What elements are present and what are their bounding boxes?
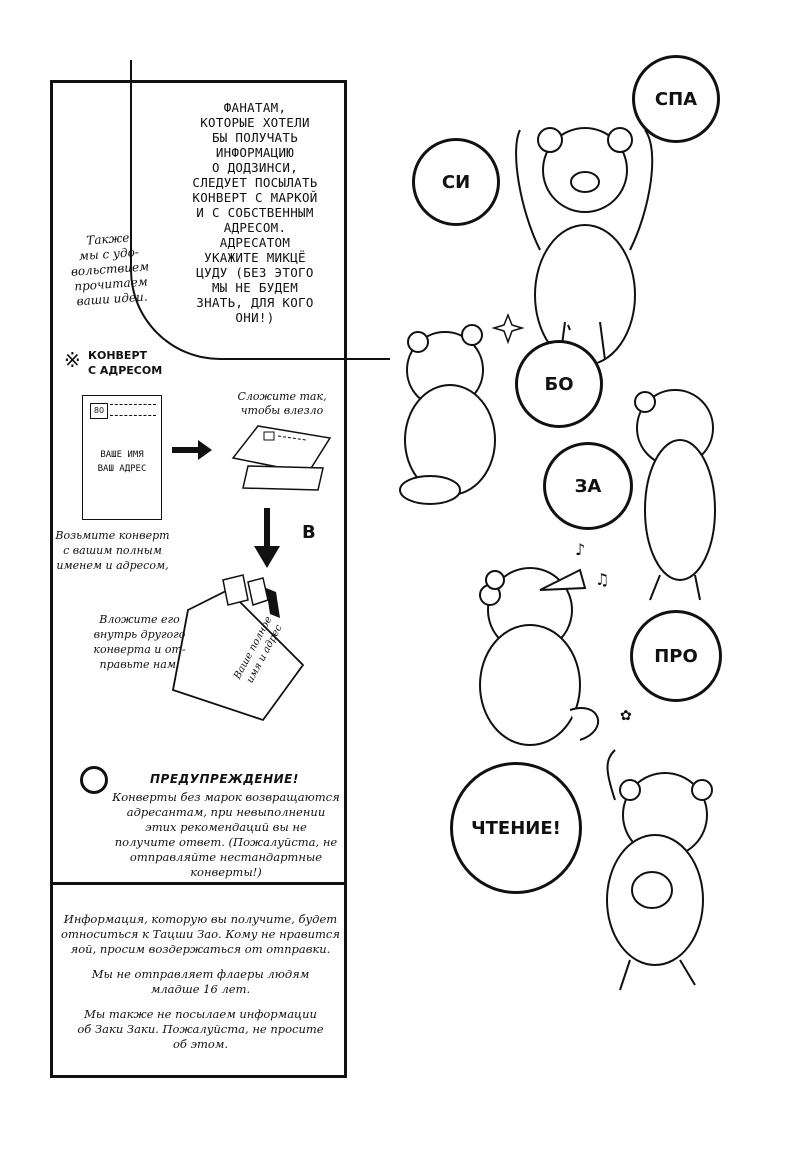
envelope-in-envelope-illustration: [168, 570, 308, 725]
speech-bubble: СПА: [632, 55, 720, 143]
step-label: В: [302, 522, 316, 543]
postmark-lines: [110, 404, 156, 416]
bear-with-basket: [607, 708, 712, 990]
panel-divider: [50, 882, 347, 885]
side-note: Также мы с удо- вольствием прочитаем ваши идеи.: [70, 230, 150, 309]
speech-bubble: ЧТЕНИЕ!: [450, 762, 582, 894]
bears-illustration: [390, 110, 800, 1010]
warning-circle-icon: [80, 766, 108, 794]
packet-address-text: Ваше полное имя и адрес: [232, 614, 285, 686]
take-envelope-caption: Возьмите конверт с вашим полным именем и адресом,: [55, 529, 170, 572]
folded-envelope-illustration: [228, 418, 338, 498]
speech-bubble: ПРО: [630, 610, 722, 702]
fold-caption: Сложите так, чтобы влезло: [237, 390, 327, 417]
speech-bubble: ЗА: [543, 442, 633, 530]
intro-text: ФАНАТАМ, КОТОРЫЕ ХОТЕЛИ БЫ ПОЛУЧАТЬ ИНФОРМАЦИЮ О ДОДЗИНСИ, СЛЕДУЕТ ПОСЫЛАТЬ КОНВЕРТ С МАРКОЙ И С СОБСТВЕННЫМ АДРЕСОМ. АДРЕСАТОМ УКАЖИТЕ МИКЦЁ ЦУДУ (БЕЗ ЭТОГО МЫ НЕ БУДЕМ ЗНАТЬ, ДЛЯ КОГО ОНИ!): [192, 100, 318, 325]
stamp-icon: 80: [90, 403, 108, 419]
speech-bubble: БО: [515, 340, 603, 428]
info-paragraph: Информация, которую вы получите, будет относиться к Тацши Зао. Кому не нравится яой, просим воздержаться от отправки.: [61, 912, 340, 956]
svg-text:✿: ✿: [620, 708, 632, 724]
bear-trumpet: [480, 540, 609, 745]
speech-bubble: СИ: [412, 138, 500, 226]
warning-title: ПРЕДУПРЕЖДЕНИЕ!: [150, 772, 299, 786]
svg-text:♪: ♪: [575, 540, 586, 559]
reference-mark-icon: ※: [64, 348, 81, 372]
info-paragraph: Мы также не посылаем информации об Заки Заки. Пожалуйста, не просите об этом.: [77, 1007, 324, 1051]
svg-text:♫: ♫: [595, 570, 610, 589]
arrow-right-icon: [172, 440, 212, 460]
sparkle-icon: [494, 315, 522, 342]
bear-walking: [635, 390, 715, 600]
arrow-down-icon: [252, 508, 282, 568]
insert-caption: Вложите его внутрь другого конверта и от- правьте нам.: [93, 613, 186, 671]
envelope-illustration: [82, 395, 162, 520]
envelope-address-text: ВАШЕ ИМЯ ВАШ АДРЕС: [97, 450, 147, 474]
bear-kneeling: [400, 325, 495, 504]
info-block: [58, 912, 343, 1062]
warning-text: Конверты без марок возвращаются адресантам, при невыполнении этих рекомендаций вы не получите ответ. (Пожалуйста, не отправляйте нестандартные конверты!): [112, 790, 340, 879]
envelope-title: КОНВЕРТ С АДРЕСОМ: [88, 349, 163, 377]
bear-cheering: [516, 128, 652, 365]
info-paragraph: Мы не отправляет флаеры людям младше 16 лет.: [91, 967, 310, 996]
